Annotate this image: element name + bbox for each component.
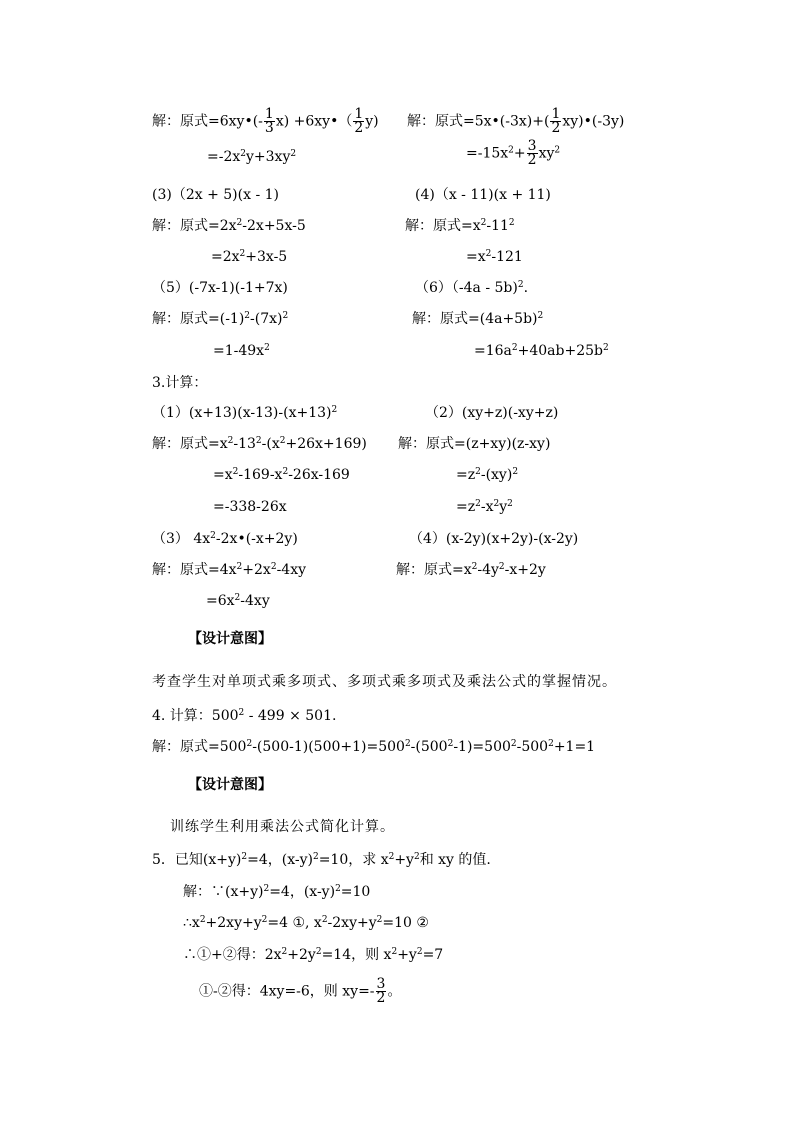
solution-line: 解：原式$=500^2-(500-1)(500+1)=500^2-(500^2-1)=500^2-500^2+1=1$ xyxy=(152,739,596,755)
solution-line: 解：原式$=(4a+5b)^2$ xyxy=(412,311,544,327)
question-line: (3)（2x + 5)(x - 1) xyxy=(152,187,279,203)
solution-line: 解：原式$=4x^2+2x^2-4xy$ xyxy=(152,562,307,578)
design-intent-heading: 【设计意图】 xyxy=(188,631,272,647)
fraction: $\frac{1}{3}$ xyxy=(264,106,274,136)
question-line: （3） $4x^2-2x•(-x+2y)$ xyxy=(152,531,298,547)
result-line: $=z^2-x^2y^2$ xyxy=(456,499,513,515)
solution-line: 解：原式$=x^2-4y^2-x+2y$ xyxy=(396,562,546,578)
result-line: $=z^2-(xy)^2$ xyxy=(456,467,519,483)
question-line: 5．已知$(x+y)^2=4$，$(x-y)^2=10$，求 $x^2+y^2$和 xy 的值. xyxy=(152,852,491,868)
question-line: （4）(x-2y)(x+2y)-(x-2y) xyxy=(409,531,579,547)
design-intent-text: 考查学生对单项式乘多项式、多项式乘多项式及乘法公式的掌握情况。 xyxy=(152,674,617,690)
question-line: （6）（-4a - 5b)$^2$. xyxy=(415,280,529,296)
question-line: (4)（x - 11)(x + 11) xyxy=(415,187,551,203)
result-line: $=6x^2-4xy$ xyxy=(206,593,270,609)
solution-line: ①-②得：4xy=-6，则 xy=- $\frac{3}{2}$ 。 xyxy=(199,976,402,1006)
fraction: $\frac{1}{2}$ xyxy=(551,106,561,136)
solution-line: $\therefore x^2+2xy+y^2=4$ ①, $x^2-2xy+y^2=10$ ② xyxy=(183,915,429,931)
result-line: $=1-49x^2$ xyxy=(213,343,270,359)
fraction: $\frac{3}{2}$ xyxy=(376,976,386,1006)
result-line: $=16a^2+40ab+25b^2$ xyxy=(474,343,609,359)
result-line: =-338-26x xyxy=(213,499,287,515)
solution-line: 解：原式=(z+xy)(z-xy) xyxy=(398,436,551,452)
solution-line: 解：$\because(x+y)^2=4$，$(x-y)^2=10$ xyxy=(183,884,371,900)
result-line: $=x^2-169-x^2-26x-169$ xyxy=(213,467,350,483)
solution-line: 解：原式$=x^2-13^2-(x^2+26x+169)$ xyxy=(152,436,367,452)
solution-line: 解：原式$=2x^2-2x+5x-5$ xyxy=(152,218,306,234)
result-line: $=x^2-121$ xyxy=(466,249,523,265)
result-line: $=-15x^2+$ $\frac{3}{2}$ $xy^2$ xyxy=(466,138,561,168)
design-intent-text: 训练学生利用乘法公式简化计算。 xyxy=(170,819,395,835)
solution-line: 解：原式=5x•(-3x)+( $\frac{1}{2}$ xy)•(-3y) xyxy=(407,106,625,136)
solution-line: 解：原式=6xy•(- $\frac{1}{3}$ x) +6xy•（ $\frac{1}{2}$ y) xyxy=(152,106,379,136)
fraction: $\frac{3}{2}$ xyxy=(527,138,537,168)
question-line: （2）(xy+z)(-xy+z) xyxy=(425,405,559,421)
result-line: $=2x^2+3x-5$ xyxy=(211,249,288,265)
solution-line: 解：原式$=x^2-11^2$ xyxy=(405,218,515,234)
design-intent-heading: 【设计意图】 xyxy=(188,777,272,793)
solution-line: ∴①+②得：$2x^2+2y^2=14$，则 $x^2+y^2=7$ xyxy=(183,947,444,963)
section-heading: 3.计算： xyxy=(152,375,208,391)
question-line: 4. 计算：$500^2 - 499 \times 501$. xyxy=(152,708,337,724)
question-line: $(1)(x+13)(x-13)-(x+13)^2$ xyxy=(152,405,338,421)
fraction: $\frac{1}{2}$ xyxy=(354,106,364,136)
result-line: $=-2x^2y+3xy^2$ xyxy=(207,149,297,165)
question-line: （5）(-7x-1)(-1+7x) xyxy=(152,280,288,296)
solution-line: 解：原式$=(-1)^2-(7x)^2$ xyxy=(152,311,289,327)
